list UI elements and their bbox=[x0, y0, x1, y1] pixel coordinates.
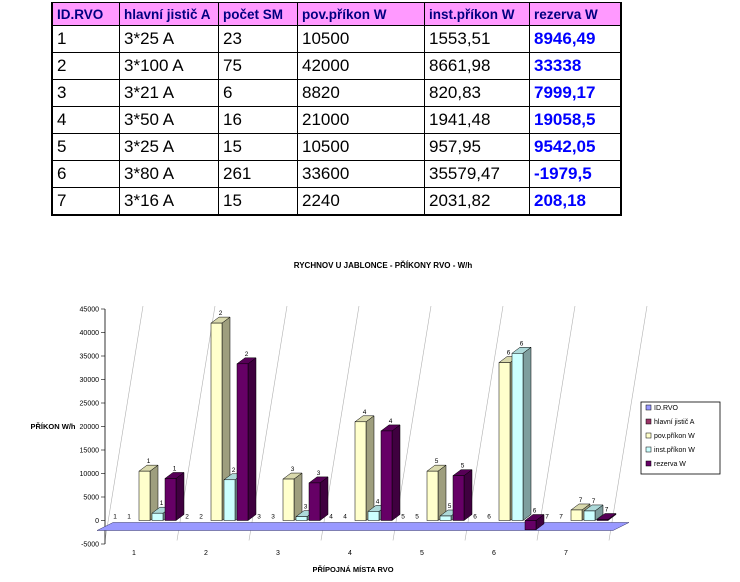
y-tick-label: 35000 bbox=[79, 353, 99, 361]
legend-label: inst.příkon W bbox=[654, 447, 695, 454]
y-axis bbox=[80, 307, 105, 549]
bar-pov-p-kon-w bbox=[283, 479, 294, 520]
y-tick-label: 5000 bbox=[83, 494, 99, 502]
y-tick-label: 45000 bbox=[79, 306, 99, 314]
data-label: 3 bbox=[316, 469, 321, 477]
bar-pov-p-kon-w bbox=[571, 510, 582, 521]
table-cell: 75 bbox=[219, 53, 298, 80]
data-label: 1 bbox=[159, 500, 164, 508]
table-cell: 42000 bbox=[298, 53, 425, 80]
data-label: 1 bbox=[146, 458, 151, 466]
legend-label: pov.příkon W bbox=[654, 433, 695, 440]
header-id-rvo: ID.RVO bbox=[52, 3, 120, 26]
bar-rezerva-w bbox=[525, 521, 536, 530]
table-cell: 3*21 A bbox=[120, 80, 219, 107]
table-cell: 8820 bbox=[298, 80, 425, 107]
bar-inst-p-kon-w bbox=[368, 511, 379, 520]
bar-rezerva-w bbox=[237, 364, 248, 521]
data-label: 3 bbox=[257, 513, 261, 521]
table-cell: 820,83 bbox=[425, 80, 530, 107]
bar-pov-p-kon-w bbox=[139, 471, 150, 520]
y-tick-label: 25000 bbox=[79, 400, 99, 408]
legend-label: hlavní jistič A bbox=[654, 419, 695, 426]
bar-inst-p-kon-w bbox=[296, 517, 307, 521]
table-cell: 33600 bbox=[298, 161, 425, 188]
table-cell: 3*25 A bbox=[120, 26, 219, 53]
data-label: 7 bbox=[604, 506, 609, 514]
table-cell: 3 bbox=[52, 80, 120, 107]
header-allowed-power: pov.příkon W bbox=[298, 3, 425, 26]
y-tick-label: 40000 bbox=[79, 330, 99, 337]
data-label: 4 bbox=[362, 408, 367, 416]
table-cell: 23 bbox=[219, 26, 298, 53]
x-tick-label: 7 bbox=[564, 550, 568, 557]
table-cell: 16 bbox=[219, 107, 298, 134]
bar-pov-p-kon-w bbox=[499, 363, 510, 521]
data-label: 6 bbox=[473, 513, 477, 521]
header-reserve: rezerva W bbox=[530, 3, 622, 26]
table-cell: 21000 bbox=[298, 107, 425, 134]
bar-rezerva-w bbox=[165, 478, 176, 520]
table-cell: 1941,48 bbox=[425, 107, 530, 134]
data-label: 5 bbox=[460, 462, 465, 470]
bar-pov-p-kon-w bbox=[211, 323, 222, 520]
x-tick-label: 2 bbox=[204, 550, 208, 557]
bar-side bbox=[176, 472, 184, 520]
bar-side bbox=[392, 425, 400, 521]
bar-pov-p-kon-w bbox=[355, 422, 366, 521]
chart-title: RYCHNOV U JABLONCE - PŘÍKONY RVO - W/h bbox=[293, 261, 473, 270]
data-label: 7 bbox=[578, 496, 583, 504]
table-cell: 2240 bbox=[298, 188, 425, 216]
data-label: 5 bbox=[415, 513, 419, 521]
table-cell-reserve: 208,18 bbox=[530, 188, 622, 216]
data-label: 7 bbox=[559, 513, 563, 521]
legend-swatch bbox=[646, 419, 651, 424]
data-label: 2 bbox=[244, 350, 249, 358]
bar-side bbox=[366, 416, 374, 521]
table-cell: 15 bbox=[219, 134, 298, 161]
x-axis bbox=[132, 550, 568, 557]
data-label: 6 bbox=[519, 340, 524, 348]
bar-rezerva-w bbox=[453, 476, 464, 521]
table-cell: 10500 bbox=[298, 26, 425, 53]
chart-floor bbox=[97, 523, 629, 531]
data-label: 1 bbox=[172, 465, 177, 473]
data-label: 4 bbox=[329, 513, 333, 521]
data-label: 4 bbox=[375, 498, 380, 506]
table-cell: 7 bbox=[52, 188, 120, 216]
legend-label: ID.RVO bbox=[654, 405, 678, 412]
chart-bars bbox=[113, 310, 616, 530]
header-installed-power: inst.příkon W bbox=[425, 3, 530, 26]
table-cell-reserve: 7999,17 bbox=[530, 80, 622, 107]
table-cell: 4 bbox=[52, 107, 120, 134]
x-tick-label: 4 bbox=[348, 550, 352, 557]
data-label: 1 bbox=[127, 513, 131, 521]
table-cell: 3*50 A bbox=[120, 107, 219, 134]
data-label: 2 bbox=[218, 310, 223, 318]
bar-rezerva-w bbox=[597, 520, 608, 521]
data-label: 4 bbox=[343, 513, 347, 521]
x-tick-label: 1 bbox=[132, 550, 136, 557]
table-cell: 261 bbox=[219, 161, 298, 188]
table-cell: 3*16 A bbox=[120, 188, 219, 216]
legend-swatch bbox=[646, 447, 651, 452]
data-label: 3 bbox=[303, 503, 308, 511]
table-cell: 10500 bbox=[298, 134, 425, 161]
bar-inst-p-kon-w bbox=[440, 516, 451, 521]
y-tick-label: -5000 bbox=[81, 541, 99, 549]
bar-side bbox=[320, 477, 328, 521]
table-cell-reserve: 9542,05 bbox=[530, 134, 622, 161]
table-cell: 2031,82 bbox=[425, 188, 530, 216]
bar-side bbox=[464, 470, 472, 521]
data-label: 7 bbox=[545, 513, 549, 521]
table-cell-reserve: -1979,5 bbox=[530, 161, 622, 188]
data-label: 2 bbox=[185, 513, 189, 521]
table-cell: 6 bbox=[52, 161, 120, 188]
table-cell: 3*100 A bbox=[120, 53, 219, 80]
table-cell: 1553,51 bbox=[425, 26, 530, 53]
y-tick-label: 10000 bbox=[79, 471, 99, 478]
table-cell: 1 bbox=[52, 26, 120, 53]
data-label: 6 bbox=[487, 513, 491, 521]
chart-floor-slab bbox=[97, 523, 629, 531]
table-cell: 957,95 bbox=[425, 134, 530, 161]
y-tick-label: 0 bbox=[95, 518, 99, 525]
data-label: 3 bbox=[271, 513, 275, 521]
y-tick-label: 15000 bbox=[79, 447, 99, 455]
bar-rezerva-w bbox=[309, 483, 320, 521]
data-label: 4 bbox=[388, 417, 393, 425]
y-tick-label: 20000 bbox=[79, 424, 99, 431]
bar-pov-p-kon-w bbox=[427, 471, 438, 520]
chart-legend bbox=[641, 402, 720, 474]
table-cell: 6 bbox=[219, 80, 298, 107]
table-cell-reserve: 33338 bbox=[530, 53, 622, 80]
table-cell: 8661,98 bbox=[425, 53, 530, 80]
legend-swatch bbox=[646, 433, 651, 438]
bar-inst-p-kon-w bbox=[584, 511, 595, 521]
bar-inst-p-kon-w bbox=[224, 480, 235, 521]
data-label: 5 bbox=[447, 502, 452, 510]
category-divider bbox=[105, 306, 143, 541]
x-tick-label: 3 bbox=[276, 550, 280, 557]
data-label: 2 bbox=[231, 466, 236, 474]
data-label: 6 bbox=[506, 349, 511, 357]
bar-inst-p-kon-w bbox=[512, 353, 523, 520]
y-axis-label: PŘÍKON W/h bbox=[30, 422, 76, 431]
table-cell: 5 bbox=[52, 134, 120, 161]
y-tick-label: 30000 bbox=[79, 377, 99, 384]
x-tick-label: 5 bbox=[420, 550, 424, 557]
table-cell: 3*25 A bbox=[120, 134, 219, 161]
table-cell-reserve: 8946,49 bbox=[530, 26, 622, 53]
legend-swatch bbox=[646, 405, 651, 410]
bar-inst-p-kon-w bbox=[152, 513, 163, 520]
bar-side bbox=[523, 347, 531, 520]
data-label: 5 bbox=[434, 458, 439, 466]
table-cell-reserve: 19058,5 bbox=[530, 107, 622, 134]
data-label: 5 bbox=[401, 513, 405, 521]
legend-label: rezerva W bbox=[654, 461, 686, 468]
bar-rezerva-w bbox=[381, 431, 392, 521]
data-label: 6 bbox=[532, 507, 537, 515]
header-main-breaker: hlavní jistič A bbox=[120, 3, 219, 26]
data-label: 3 bbox=[290, 466, 295, 474]
header-meter-count: počet SM bbox=[219, 3, 298, 26]
data-label: 2 bbox=[199, 513, 203, 521]
table-cell: 35579,47 bbox=[425, 161, 530, 188]
table-cell: 15 bbox=[219, 188, 298, 216]
legend-swatch bbox=[646, 461, 651, 466]
x-axis-label: PŘÍPOJNÁ MÍSTA RVO bbox=[312, 565, 394, 574]
x-tick-label: 6 bbox=[492, 550, 496, 557]
category-divider bbox=[537, 306, 575, 541]
data-label: 7 bbox=[591, 497, 596, 505]
data-label: 1 bbox=[113, 513, 117, 521]
bar-side bbox=[248, 358, 256, 521]
table-cell: 2 bbox=[52, 53, 120, 80]
table-cell: 3*80 A bbox=[120, 161, 219, 188]
